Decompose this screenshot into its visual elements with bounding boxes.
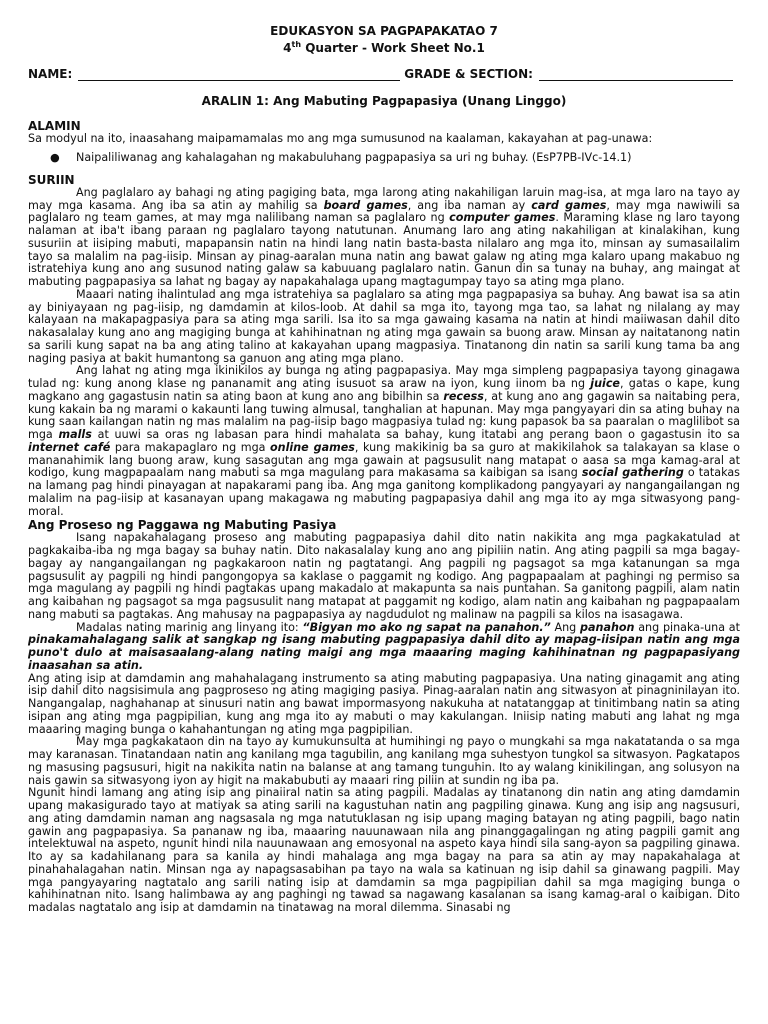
- objective-text: Naipaliliwanag ang kahalagahan ng makabuluhang pagpapasiya sa uri ng buhay. (EsP7PB-IVc-14.1): [76, 150, 632, 164]
- suriin-paragraph-3: Ang lahat ng ating mga ikinikilos ay bunga ng ating pagpapasiya. May mga simpleng pagpapasiya tayong ginagawa tulad ng: kung anong klase ng pananamit ang ating isusuot sa araw na iyon, kung iinom ba ng juice, gatas o kape, kung magkano ang gagastusin natin sa ating baon at kung ano ang bibilhin sa recess, at kung ano ang gagawin sa naitabing pera, kung kakain ba ng marami o kakaunti lang tuwing almusal, tanghalian at hapunan. May mga pangyayari din sa ating buhay na kung saan kailangan natin ng mas malalim na pag-iisip bago magpasiya tulad ng: kung papasok ba sa paaralan o maglilibot sa mga malls at uuwi sa oras ng labasan para hindi mahalata sa bahay, kung itatabi ang perang baon o gagastusin ito sa internet café para makapaglaro ng mga online games, kung makikinig ba sa guro at makikilahok sa talakayan sa klase o mananahimik lang buong araw, kung sasagutan ang mga gawain at pagsusulit nang matapat o aasa sa mga kamag-aral at kodigo, kung magpapaalam nang mabuti sa mga magulang para makasama sa kaibigan sa isang social gathering o tatakas na lamang pag hindi pinayagan at napakarami pang iba. Ang mga ganitong komplikadong pangyayari ay nangangailangan ng malalim na pag-iisip at kasanayan upang makagawa ng mabuting pagpapasiya dahil ang mga ito ay mga sitwasyong pang-moral.: [28, 364, 741, 518]
- suriin-heading: SURIIN: [28, 172, 75, 187]
- alamin-intro: Sa modyul na ito, inaasahang maipamamalas mo ang mga sumusunod na kaalaman, kakayahan at pag-unawa:: [28, 132, 653, 145]
- proseso-paragraph-5: Ngunit hindi lamang ang ating isip ang pinaiiral natin sa ating pagpili. Madalas ay tinatanong din natin ang ating damdamin upang makasigurado tayo at matiyak sa ating sarili na kagustuhan natin ang pagpiling ginawa. Kung ang isip ang nagsusuri, ang ating damdamin naman ang nagsasala ng mga natutuklasan ng isip upang maging batayan ng ating pagpili, bago natin gawin ang pagpapasiya. Sa pananaw ng iba, maaaring nauunawaan nila ang pinanggagalingan ng ating pagpili gamit ang intelektuwal na aspeto, ngunit hindi nila nauunawaan ang emosyonal na aspeto kaya hindi sila sang-ayon sa pagpiling ginawa. Ito ay sa kadahilanang para sa kanila ay hindi mahalaga ang mga bagay na para sa atin ay may napakahalaga at pinahahalagahan natin. Minsan nga ay napagsasabihan pa tayo na wala sa katinuan ng isip dahil sa ginawang pagpili. May mga pangyayaring nagtatalo ang sarili nating isip at damdamin sa mga pagpipilian dahil sa mga magiging bunga o kahihinatnan nito. Isang halimbawa ay ang paghingi ng tawad sa nagawang kasalanan sa isang kamag-aral o kaibigan. Dito madalas nagtatalo ang isip at damdamin na tinatawag na moral dilemma. Sinasabi ng: [28, 786, 740, 914]
- list-item: [50, 151, 740, 164]
- proseso-paragraph-3: Ang ating isip at damdamin ang mahahalagang instrumento sa ating mabuting pagpapasiya. Una nating ginagamit ang ating isip dahil dito nagsisimula ang pagproseso ng ating magiging pasiya. Pinag-aaralan natin ang sitwasyon at pinagninilayan ito. Nangangalap, naghahanap at sinusuri natin ang bawat impormasyong nakukuha at natatanggap at tinitimbang natin sa ating isipan ang ating mga pagpipilian, kung ang mga ito ay mabuti o may kakulangan. Iniisip nating mabuti ang lahat ng mga maaaring maging bunga o kahahantungan ng ating mga pagpipilian.: [28, 671, 740, 736]
- proseso-paragraph-1: Isang napakahalagang proseso ang mabuting pagpapasiya dahil dito natin nakikita ang mga pagkakatulad at pagkakaiba-iba ng mga bagay sa buhay natin. Dito nakasalalay kung ano ang pipiliin natin. Ang ating pagpili sa mga bagay-bagay ay nangangailangan ng pagkakaroon natin ng pagtatangi. Ang pagpili ng pagsagot sa mga katanungan sa mga pagsusulit ay pagpili ng hindi pangongopya sa kaklase o paggamit ng kodigo. Ang pagpapaalam at paghingi ng permiso sa mga magulang ay pagpili ng hindi pagtakas upang makadalo at makapunta sa nais puntahan. Sa ganitong pagpili, alam natin ang kaibahan ng pagsagot sa mga pagsusulit nang matapat at paggamit ng kodigo, alam natin ang kaibahan ng pagpapaalam nang mabuti sa pagtakas. Ang mahusay na pagpapasiya ay nagdudulot ng malinaw na pagpili sa kilos na isasagawa.: [28, 531, 740, 621]
- proseso-paragraph-4: May mga pagkakataon din na tayo ay kumukunsulta at humihingi ng payo o mungkahi sa mga nakatatanda o sa mga may karanasan. Tinatandaan natin ang kanilang mga tagubilin, ang kanilang mga suhestyon tungkol sa sitwasyon. Pagkatapos ng masusing pagsusuri, higit na nakikita natin na balanse at ang tamang tunguhin. Ito ay walang kinikilingan, ang solusyon na nais gawin sa sitwasyong iyon ay higit na makabubuti ay maaari ring piliin at sundin ng iba pa.: [28, 735, 740, 787]
- name-label: NAME:: [28, 67, 73, 81]
- proseso-paragraph-2: Madalas nating marinig ang linyang ito: “Bigyan mo ako ng sapat na panahon.” Ang panahon ang pinaka-una at pinakamahalagang salik at sangkap ng isang mabuting pagpapasiya dahil dito ay mapag-iisipan natin ang mga puno't dulo at maisasaalang-alang nating maigi ang mga maaaring maging kahihinatnan ng pagpapasiyang inaasahan sa atin.: [28, 620, 740, 672]
- lesson-title: ARALIN 1: Ang Mabuting Pagpapasiya (Unang Linggo): [201, 94, 567, 108]
- bullet-icon: ●: [50, 150, 60, 164]
- alamin-heading: ALAMIN: [28, 119, 81, 133]
- suriin-paragraph-2: Maaari nating ihalintulad ang mga istratehiya sa paglalaro sa ating mga pagpapasiya sa buhay. Ang bawat isa sa atin ay biniyayaan ng pag-iisip, ng damdamin at kilos-loob. At dahil sa mga ito, tayong mga tao, sa lahat ng nilalang ay may kalayaan na makapagpasiya para sa ating mga sarili. Isa ito sa mga gawaing kasama na natin at hindi maiiwasan dahil dito nakasalalay kung ano ang magiging bunga at kahihinatnan ng ating mga gawain sa buong araw. Minsan ay naitatanong natin sa sarili kung sapat na ba ang ating talino at kakayahan upang magpasiya. Tinatanong din natin sa sarili kung tama ba ang naging pasiya at bakit humantong sa ganuon ang ating mga plano.: [28, 287, 740, 365]
- worksheet-title: EDUKASYON SA PAGPAPAKATAO 7: [270, 24, 498, 38]
- name-field[interactable]: [78, 68, 400, 81]
- grade-section-label: GRADE & SECTION:: [404, 67, 533, 81]
- grade-section-field[interactable]: [539, 68, 733, 81]
- worksheet-page: [28, 24, 740, 915]
- student-info-row: [28, 67, 740, 81]
- quarter-line: 4th Quarter - Work Sheet No.1: [283, 40, 485, 55]
- proseso-heading: Ang Proseso ng Paggawa ng Mabuting Pasiya: [28, 518, 337, 533]
- suriin-paragraph-1: Ang paglalaro ay bahagi ng ating pagiging bata, mga larong ating nakahiligan laruin mag-isa, at mga laro na tayo ay may mga kasama. Ang iba sa atin ay mahilig sa board games, ang iba naman ay card games, may mga nawiwili sa paglalaro ng team games, at may mga nalilibang naman sa paglalaro ng computer games. Maraming klase ng laro tayong nalaman at iba't ibang paraan ng paglalaro tayong natutunan. Anumang laro ang ating nakahiligan at kinalakihan, kung susuriin at iisiping mabuti, mapapansin natin na hindi lang natin basta-basta nilalaro ang mga ito, minsan ay sumasailalim tayo sa malalim na pag-iisip. Minsan ay pinag-aaralan muna natin ang bawat galaw ng ating mga kalaro upang makabuo ng istratehiya kung ano ang susunod nating galaw sa kabuuang paglalaro natin. Ganun din sa tunay na buhay, ang maingat at mabuting pagpapasiya sa lahat ng bagay ay napakahalaga upang magtagumpay tayo sa ating mga plano.: [28, 185, 741, 288]
